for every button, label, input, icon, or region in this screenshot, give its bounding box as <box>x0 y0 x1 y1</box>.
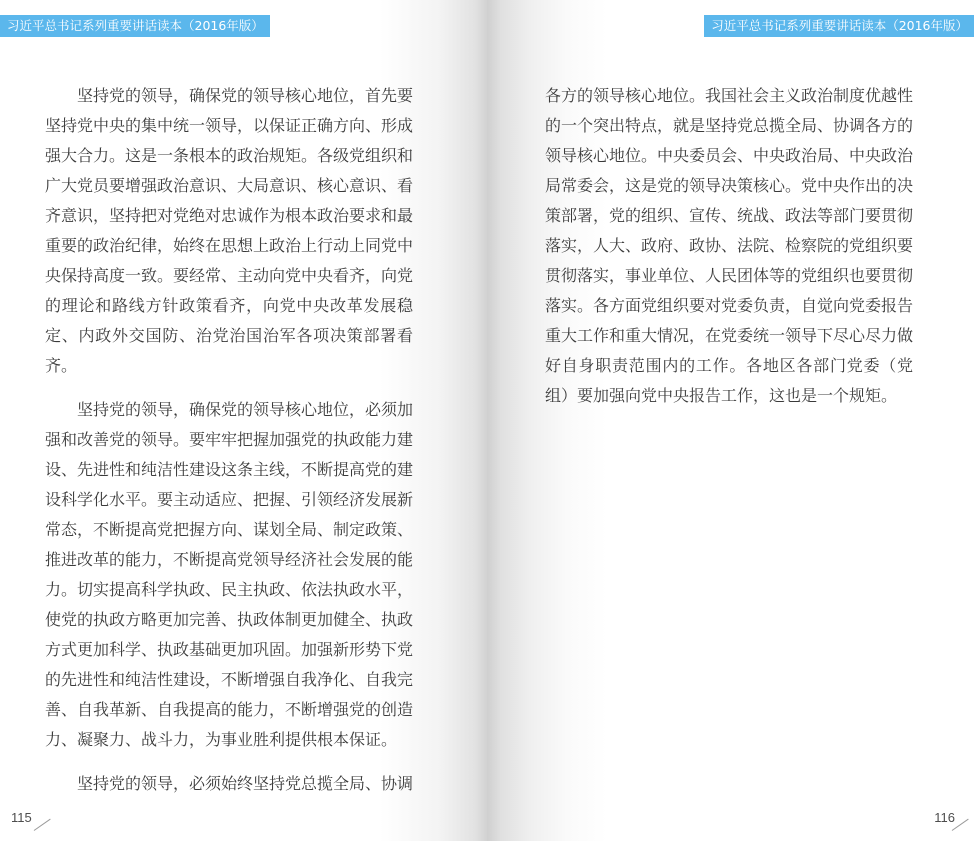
left-page-number: 115 <box>11 810 32 825</box>
right-header-title: 习近平总书记系列重要讲话读本（2016年版） <box>704 15 974 37</box>
right-paragraph-1: 各方的领导核心地位。我国社会主义政治制度优越性的一个突出特点，就是坚持党总揽全局、协调各方的领导核心地位。中央委员会、中央政治局、中央政治局常委会，这是党的领导决策核心。党中央作出的决策部署，党的组织、宣传、统战、政法等部门要贯彻落实，人大、政府、政协、法院、检察院的党组织要贯彻落实，事业单位、人民团体等的党组织也要贯彻落实。各方面党组织要对党委负责，自觉向党委报告重大工作和重大情况，在党委统一领导下尽心尽力做好自身职责范围内的工作。各地区各部门党委（党组）要加强向党中央报告工作，这也是一个规矩。 <box>545 86 914 405</box>
left-page-number-slash <box>34 819 51 831</box>
left-paragraph-1: 坚持党的领导，确保党的领导核心地位，首先要坚持党中央的集中统一领导，以保证正确方向、形成强大合力。这是一条根本的政治规矩。各级党组织和广大党员要增强政治意识、大局意识、核心意识、看齐意识，坚持把对党绝对忠诚作为根本政治要求和最重要的政治纪律，始终在思想上政治上行动上同党中央保持高度一致。要经常、主动向党中央看齐，向党的理论和路线方针政策看齐，向党中央改革发展稳定、内政外交国防、治党治国治军各项决策部署看齐。 <box>45 86 414 375</box>
left-paragraph-3: 坚持党的领导，必须始终坚持党总揽全局、协调 <box>77 774 414 793</box>
left-page-body <box>45 81 413 813</box>
right-page-number: 116 <box>934 810 955 825</box>
left-paragraph-2: 坚持党的领导，确保党的领导核心地位，必须加强和改善党的领导。要牢牢把握加强党的执政能力建设、先进性和纯洁性建设这条主线，不断提高党的建设科学化水平。要主动适应、把握、引领经济发展新常态，不断提高党把握方向、谋划全局、制定政策、推进改革的能力，不断提高党领导经济社会发展的能力。切实提高科学执政、民主执政、依法执政水平，使党的执政方略更加完善、执政体制更加健全、执政方式更加科学、执政基础更加巩固。加强新形势下党的先进性和纯洁性建设，不断增强自我净化、自我完善、自我革新、自我提高的能力，不断增强党的创造力、凝聚力、战斗力，为事业胜利提供根本保证。 <box>45 400 414 749</box>
left-header-title: 习近平总书记系列重要讲话读本（2016年版） <box>0 15 270 37</box>
right-page <box>487 0 974 841</box>
right-page-body <box>545 81 913 425</box>
